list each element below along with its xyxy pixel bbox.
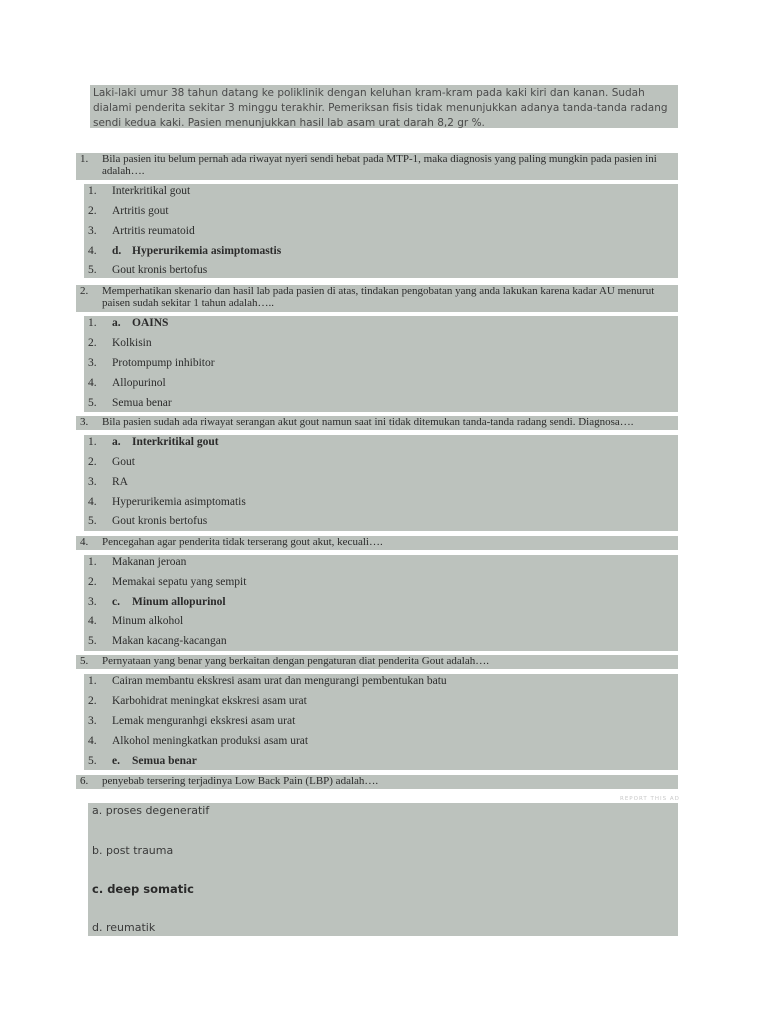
question-number: 4.	[80, 536, 89, 548]
option-item: 1. Interkritikal gout	[88, 185, 191, 197]
question-number: 1.	[80, 153, 89, 165]
question-6	[76, 775, 678, 789]
option-item: 2. Artritis gout	[88, 205, 169, 217]
question-text: Bila pasien sudah ada riwayat serangan akut gout namun saat ini tidak ditemukan tanda-tanda radang sendi. Diagnosa….	[102, 416, 634, 428]
option-item: a. proses degeneratif	[92, 804, 210, 817]
option-item-answer: 3. c. Minum allopurinol	[88, 596, 226, 608]
option-item: 3. Protompump inhibitor	[88, 357, 215, 369]
option-item: 5. Makan kacang-kacangan	[88, 635, 227, 647]
options-5	[84, 674, 678, 770]
report-ad-link[interactable]: REPORT THIS AD	[620, 796, 680, 802]
options-3	[84, 435, 678, 531]
option-item: 3. Artritis reumatoid	[88, 225, 195, 237]
option-item-answer: 1. a. Interkritikal gout	[88, 436, 219, 448]
option-item: 1. Cairan membantu ekskresi asam urat dan mengurangi pembentukan batu	[88, 675, 447, 687]
option-item-answer: 5. e. Semua benar	[88, 755, 197, 767]
option-item: 2. Memakai sepatu yang sempit	[88, 576, 247, 588]
option-item: 1. Makanan jeroan	[88, 556, 187, 568]
option-item: 4. Minum alkohol	[88, 615, 184, 627]
options-6	[88, 803, 678, 936]
option-item-answer: 1. a. OAINS	[88, 317, 169, 329]
option-item: 2. Karbohidrat meningkat ekskresi asam urat	[88, 695, 307, 707]
option-item-answer: 4. d. Hyperurikemia asimptomastis	[88, 245, 282, 257]
question-number: 6.	[80, 775, 89, 787]
question-text: Pencegahan agar penderita tidak terserang gout akut, kecuali….	[102, 536, 383, 548]
option-item: d. reumatik	[92, 921, 156, 934]
options-2	[84, 316, 678, 412]
question-4	[76, 536, 678, 550]
question-number: 5.	[80, 655, 89, 667]
question-text: Memperhatikan skenario dan hasil lab pada pasien di atas, tindakan pengobatan yang anda lakukan karena kadar AU menurut paisen sudah sekitar 1 tahun adalah…..	[102, 285, 655, 309]
option-item: b. post trauma	[92, 844, 174, 857]
options-4	[84, 555, 678, 651]
option-item: 2. Kolkisin	[88, 337, 152, 349]
option-item: 5. Semua benar	[88, 397, 172, 409]
question-text: penyebab tersering terjadinya Low Back Pain (LBP) adalah….	[102, 775, 379, 787]
option-item: 3. Lemak menguranhgi ekskresi asam urat	[88, 715, 296, 727]
options-1	[84, 184, 678, 278]
question-3	[76, 416, 678, 430]
question-5	[76, 655, 678, 669]
option-item: 4. Allopurinol	[88, 377, 166, 389]
case-intro: Laki-laki umur 38 tahun datang ke poliklinik dengan keluhan kram-kram pada kaki kiri dan kanan. Sudah dialami penderita sekitar 3 minggu terakhir. Pemeriksan fisis tidak menunjukkan adanya tanda-tanda radang sendi kedua kaki. Pasien menunjukkan hasil lab asam urat darah 8,2 gr %.	[90, 85, 678, 128]
option-item: 2. Gout	[88, 456, 135, 468]
option-item: 3. RA	[88, 476, 128, 488]
option-item: 4. Hyperurikemia asimptomatis	[88, 496, 246, 508]
question-text: Bila pasien itu belum pernah ada riwayat nyeri sendi hebat pada MTP-1, maka diagnosis yang paling mungkin pada pasien ini adalah….	[102, 153, 657, 177]
option-item: 4. Alkohol meningkatkan produksi asam urat	[88, 735, 309, 747]
question-number: 3.	[80, 416, 89, 428]
option-item: 5. Gout kronis bertofus	[88, 515, 208, 527]
option-item-answer: c. deep somatic	[92, 882, 195, 896]
question-1	[76, 153, 678, 180]
question-2	[76, 285, 678, 312]
question-number: 2.	[80, 285, 89, 297]
option-item: 5. Gout kronis bertofus	[88, 264, 208, 276]
question-text: Pernyataan yang benar yang berkaitan dengan pengaturan diat penderita Gout adalah….	[102, 655, 489, 667]
